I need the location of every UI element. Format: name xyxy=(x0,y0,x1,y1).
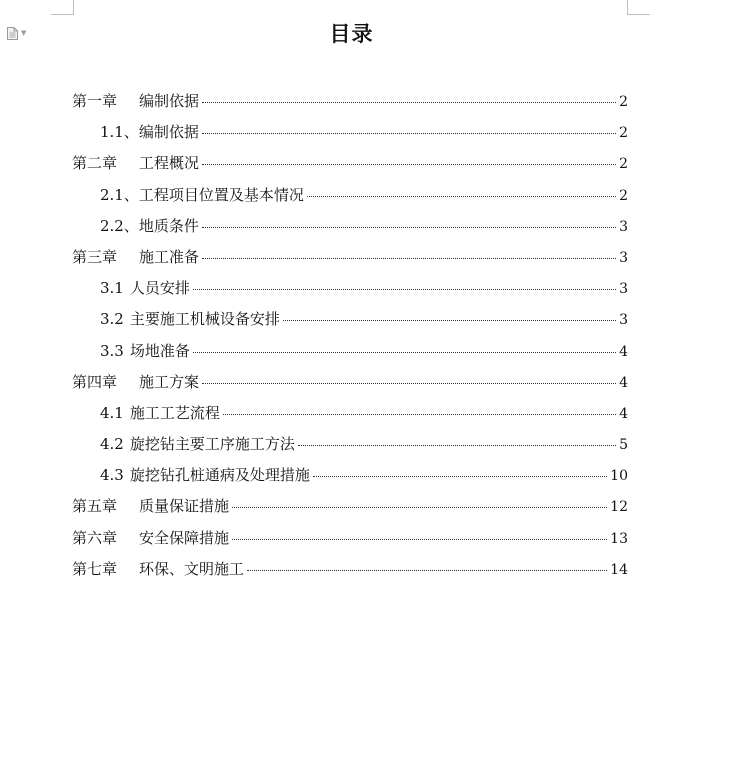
toc-entry[interactable] xyxy=(72,148,628,179)
toc-dot-leader xyxy=(193,351,616,353)
toc-entry-number: 4.2 xyxy=(100,435,124,454)
toc-entry-text: 旋挖钻主要工序施工方法 xyxy=(129,435,295,454)
toc-entry-number: 1.1、 xyxy=(100,123,139,142)
toc-entry-text: 环保、文明施工 xyxy=(139,559,245,578)
toc-entry-number: 第六章 xyxy=(72,528,118,547)
toc-dot-leader xyxy=(202,382,616,384)
toc-entry-text: 工程项目位置及基本情况 xyxy=(138,185,304,204)
toc-entry-text: 工程概况 xyxy=(139,154,200,173)
toc-page-number: 12 xyxy=(610,499,628,516)
toc-page-number: 4 xyxy=(619,374,628,391)
toc-entry-text: 施工准备 xyxy=(139,247,200,266)
toc-entry-text: 质量保证措施 xyxy=(139,497,230,516)
toc-entry-number: 第四章 xyxy=(72,372,118,391)
toc-list xyxy=(72,86,628,585)
toc-dot-leader xyxy=(202,101,616,103)
toc-entry-number: 2.2、 xyxy=(100,216,139,235)
toc-entry-label xyxy=(72,242,199,273)
toc-dot-leader xyxy=(232,538,607,540)
toc-entry-label xyxy=(100,398,220,429)
toc-entry[interactable] xyxy=(72,460,628,491)
toc-entry[interactable] xyxy=(72,304,628,335)
toc-entry[interactable] xyxy=(72,336,628,367)
toc-page-number: 2 xyxy=(619,125,628,142)
toc-entry-text: 主要施工机械设备安排 xyxy=(129,310,280,329)
toc-entry[interactable] xyxy=(72,491,628,522)
toc-entry-text: 旋挖钻孔桩通病及处理措施 xyxy=(129,466,310,485)
toc-entry-number: 3.1 xyxy=(100,279,124,298)
toc-dot-leader xyxy=(313,475,607,477)
toc-entry-label xyxy=(100,460,310,491)
toc-entry[interactable] xyxy=(72,429,628,460)
toc-page-number: 3 xyxy=(619,312,628,329)
toc-entry-text: 人员安排 xyxy=(129,279,190,298)
toc-page-number: 2 xyxy=(619,156,628,173)
toc-entry[interactable] xyxy=(72,86,628,117)
toc-entry-number: 4.1 xyxy=(100,403,124,422)
toc-entry-label xyxy=(72,523,229,554)
toc-entry-text: 施工工艺流程 xyxy=(129,403,220,422)
crop-mark-top-left xyxy=(51,0,74,15)
toc-entry-label xyxy=(100,180,304,211)
toc-page-number: 2 xyxy=(619,187,628,204)
toc-entry-label xyxy=(100,273,190,304)
toc-dot-leader xyxy=(307,195,616,197)
toc-page-number: 2 xyxy=(619,94,628,110)
toc-entry-number: 2.1、 xyxy=(100,185,139,204)
toc-dot-leader xyxy=(223,413,616,415)
toc-entry-number: 3.3 xyxy=(100,341,124,360)
toc-title: 目录 xyxy=(329,22,374,46)
caret-down-icon: ▼ xyxy=(21,29,27,37)
toc-page-number: 4 xyxy=(619,405,628,422)
toc-entry-text: 安全保障措施 xyxy=(139,528,230,547)
toc-entry-label xyxy=(72,554,244,585)
toc-entry-text: 编制依据 xyxy=(138,123,199,142)
toc-entry-text: 地质条件 xyxy=(138,216,199,235)
toc-entry-label xyxy=(100,117,199,148)
toc-entry[interactable] xyxy=(72,554,628,585)
toc-dot-leader xyxy=(193,288,616,290)
toc-entry-label xyxy=(100,336,190,367)
toc-dot-leader xyxy=(298,444,616,446)
toc-dot-leader xyxy=(247,569,607,571)
toc-entry-label xyxy=(100,304,280,335)
toc-entry[interactable] xyxy=(72,273,628,304)
toc-entry-label xyxy=(72,491,229,522)
toc-dot-leader xyxy=(232,506,607,508)
toc-dot-leader xyxy=(202,257,616,259)
toc-dot-leader xyxy=(202,163,616,165)
toc-entry-label xyxy=(72,148,199,179)
toc-entry-label xyxy=(72,86,199,117)
toc-entry[interactable] xyxy=(72,117,628,148)
toc-page-number: 3 xyxy=(619,249,628,266)
toc-entry-label xyxy=(72,367,199,398)
toc-page-number: 4 xyxy=(619,343,628,360)
toc-entry-text: 编制依据 xyxy=(139,92,200,110)
toc-entry-number: 第二章 xyxy=(72,154,118,173)
toc-entry[interactable] xyxy=(72,367,628,398)
toc-entry-label xyxy=(100,211,199,242)
toc-entry-number: 第一章 xyxy=(72,92,118,110)
toc-page-number: 14 xyxy=(610,561,628,578)
toc-entry-text: 场地准备 xyxy=(129,341,190,360)
toc-entry[interactable] xyxy=(72,523,628,554)
toc-page-number: 3 xyxy=(619,218,628,235)
toc-entry[interactable] xyxy=(72,180,628,211)
toc-entry-number: 第三章 xyxy=(72,247,118,266)
toc-entry-number: 4.3 xyxy=(100,466,124,485)
toc-dot-leader xyxy=(283,319,616,321)
toc-entry[interactable] xyxy=(72,398,628,429)
toc-page-number: 13 xyxy=(610,530,628,547)
toc-entry-text: 施工方案 xyxy=(139,372,200,391)
toc-entry[interactable] xyxy=(72,242,628,273)
toc-page-number: 10 xyxy=(610,468,628,485)
toc-entry-label xyxy=(100,429,295,460)
toc-page-number: 5 xyxy=(619,437,628,454)
toc-entry-number: 3.2 xyxy=(100,310,124,329)
toc-dot-leader xyxy=(202,132,616,134)
toc-dot-leader xyxy=(202,226,616,228)
crop-mark-top-right xyxy=(627,0,650,15)
toc-entry[interactable] xyxy=(72,211,628,242)
toc-entry-number: 第七章 xyxy=(72,559,118,578)
toc-entry-number: 第五章 xyxy=(72,497,118,516)
toc-page-number: 3 xyxy=(619,281,628,298)
